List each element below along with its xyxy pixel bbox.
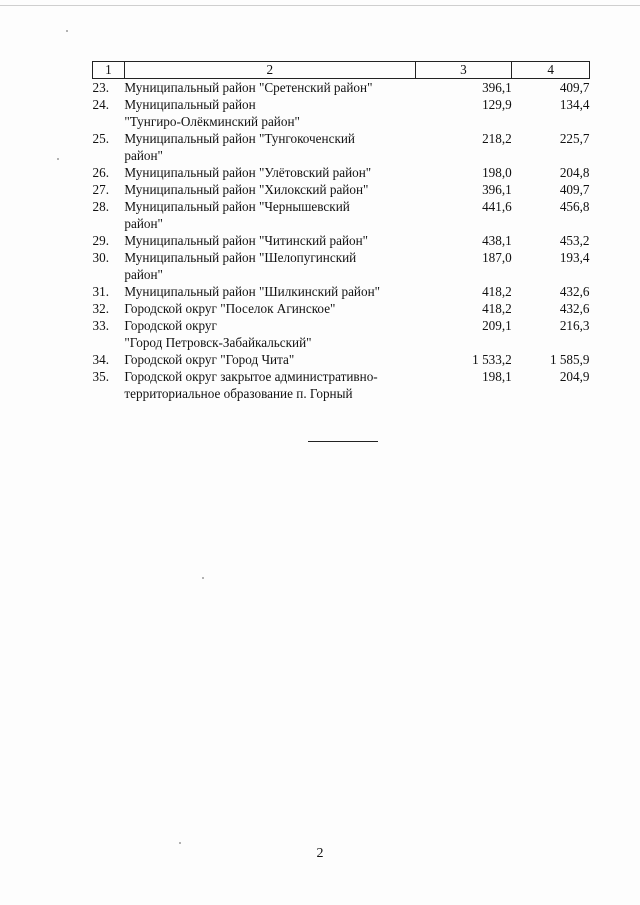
column-header-3: 3 — [415, 62, 512, 79]
table-body — [93, 79, 590, 403]
table-row — [93, 198, 590, 232]
municipality-name-line: Муниципальный район "Улётовский район" — [124, 165, 372, 180]
table-row — [93, 283, 590, 300]
value-column-3: 418,2 — [482, 301, 512, 316]
scan-edge-line — [0, 5, 640, 6]
value-column-4: 204,9 — [559, 369, 590, 384]
municipality-name-line: район" — [124, 148, 163, 163]
column-header-4: 4 — [512, 62, 590, 79]
value-column-3: 198,0 — [482, 165, 512, 180]
municipality-name-line: Городской округ "Поселок Агинское" — [124, 301, 336, 316]
table-row — [93, 300, 590, 317]
table-row — [93, 96, 590, 130]
table-row — [93, 249, 590, 283]
table-row — [93, 232, 590, 249]
municipality-name-line: Муниципальный район "Тунгокоченский — [124, 131, 355, 146]
table-row — [93, 317, 590, 351]
value-column-3: 129,9 — [482, 97, 512, 112]
municipality-name — [124, 300, 415, 317]
row-number: 31. — [92, 284, 109, 299]
municipality-name-line: Муниципальный район "Шелопугинский — [124, 250, 357, 265]
municipality-name — [124, 96, 415, 130]
municipality-name — [124, 351, 415, 368]
value-column-4: 134,4 — [559, 97, 590, 112]
row-number: 26. — [92, 165, 109, 180]
value-column-4: 225,7 — [559, 131, 590, 146]
row-number: 33. — [92, 318, 109, 333]
value-column-3: 218,2 — [482, 131, 512, 146]
row-number: 27. — [92, 182, 109, 197]
municipality-name — [124, 181, 415, 198]
value-column-4: 453,2 — [559, 233, 590, 248]
municipality-name — [124, 317, 415, 351]
table-header-row — [93, 62, 590, 79]
municipality-name — [124, 79, 415, 97]
scan-speck — [179, 842, 181, 844]
value-column-4: 409,7 — [559, 80, 590, 95]
row-number: 30. — [92, 250, 109, 265]
municipality-name-line: Городской округ закрытое административно- — [124, 369, 378, 384]
value-column-4: 216,3 — [559, 318, 590, 333]
scan-speck — [57, 158, 59, 160]
value-column-3: 209,1 — [482, 318, 512, 333]
row-number: 34. — [92, 352, 109, 367]
value-column-4: 432,6 — [559, 301, 590, 316]
municipality-name — [124, 283, 415, 300]
row-number: 32. — [92, 301, 109, 316]
scan-speck — [66, 30, 68, 32]
row-number: 24. — [92, 97, 109, 112]
municipality-name-line: Муниципальный район "Читинский район" — [124, 233, 369, 248]
value-column-4: 409,7 — [559, 182, 590, 197]
value-column-3: 198,1 — [482, 369, 512, 384]
municipality-name — [124, 164, 415, 181]
municipality-name-line: Муниципальный район "Шилкинский район" — [124, 284, 381, 299]
municipality-name-line: Муниципальный район "Сретенский район" — [124, 80, 373, 95]
municipality-name-line: Муниципальный район "Чернышевский — [124, 199, 350, 214]
end-of-table-rule — [308, 441, 378, 442]
value-column-3: 396,1 — [482, 80, 512, 95]
value-column-3: 1 533,2 — [472, 352, 512, 367]
municipality-name-line: Муниципальный район — [124, 97, 256, 112]
table-row — [93, 181, 590, 198]
value-column-3: 418,2 — [482, 284, 512, 299]
municipality-name-line: "Тунгиро-Олёкминский район" — [124, 114, 300, 129]
municipality-name-line: территориальное образование п. Горный — [124, 386, 353, 401]
value-column-4: 456,8 — [559, 199, 590, 214]
municipality-name — [124, 130, 415, 164]
value-column-3: 438,1 — [482, 233, 512, 248]
municipality-name-line: район" — [124, 267, 163, 282]
row-number: 29. — [92, 233, 109, 248]
page-number: 2 — [316, 846, 324, 861]
appropriation-table — [92, 61, 590, 402]
table-row — [93, 130, 590, 164]
municipality-name — [124, 368, 415, 402]
municipality-name-line: Городской округ "Город Чита" — [124, 352, 295, 367]
municipality-name-line: Городской округ — [124, 318, 217, 333]
value-column-4: 432,6 — [559, 284, 590, 299]
municipality-name-line: "Город Петровск-Забайкальский" — [124, 335, 312, 350]
table-row — [93, 368, 590, 402]
municipality-name — [124, 232, 415, 249]
row-number: 25. — [92, 131, 109, 146]
column-header-2: 2 — [124, 62, 415, 79]
municipality-name — [124, 198, 415, 232]
value-column-4: 1 585,9 — [549, 352, 590, 367]
municipality-name-line: район" — [124, 216, 163, 231]
scan-speck — [202, 577, 204, 579]
table-row — [93, 164, 590, 181]
column-header-1: 1 — [93, 62, 125, 79]
row-number: 23. — [92, 80, 109, 95]
value-column-3: 396,1 — [482, 182, 512, 197]
table-row — [93, 79, 590, 97]
row-number: 35. — [92, 369, 109, 384]
table-row — [93, 351, 590, 368]
value-column-4: 204,8 — [559, 165, 590, 180]
row-number: 28. — [92, 199, 109, 214]
value-column-4: 193,4 — [559, 250, 590, 265]
value-column-3: 441,6 — [482, 199, 512, 214]
municipality-name-line: Муниципальный район "Хилокский район" — [124, 182, 369, 197]
municipality-name — [124, 249, 415, 283]
value-column-3: 187,0 — [482, 250, 512, 265]
